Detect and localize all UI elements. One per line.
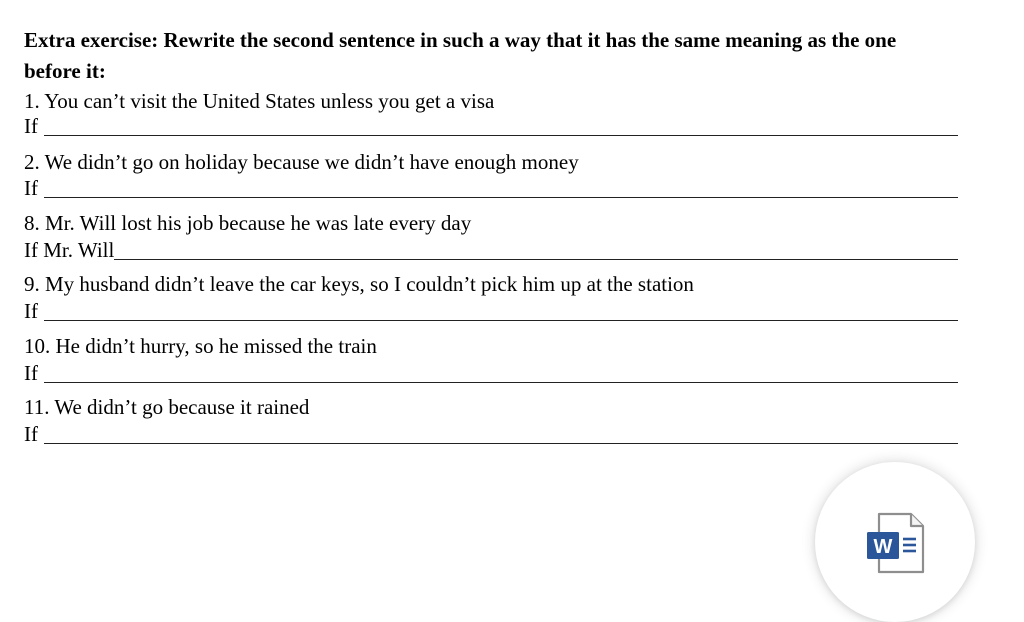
answer-line-1[interactable]: [24, 113, 958, 139]
word-document-icon: [861, 508, 931, 578]
answer-prefix: If: [24, 114, 38, 138]
answer-prefix: If: [24, 176, 38, 200]
question-9: 9. My husband didn’t leave the car keys, so I couldn’t pick him up at the station: [24, 272, 694, 296]
answer-line-2[interactable]: [24, 175, 958, 201]
question-8: 8. Mr. Will lost his job because he was late every day: [24, 211, 472, 235]
question-2: 2. We didn’t go on holiday because we didn’t have enough money: [24, 150, 579, 174]
answer-blank: [44, 135, 958, 136]
answer-line-11[interactable]: [24, 421, 958, 447]
answer-line-8[interactable]: [24, 237, 958, 263]
answer-blank: [44, 320, 958, 321]
question-11: 11. We didn’t go because it rained: [24, 395, 310, 419]
answer-blank: [44, 197, 958, 198]
answer-prefix: If: [24, 361, 38, 385]
answer-prefix: If: [24, 299, 38, 323]
answer-prefix: If Mr. Will: [24, 238, 115, 262]
answer-line-10[interactable]: [24, 360, 958, 386]
question-1: 1. You can’t visit the United States unless you get a visa: [24, 89, 495, 113]
answer-blank: [114, 259, 958, 260]
answer-line-9[interactable]: [24, 298, 958, 324]
answer-blank: [44, 382, 958, 383]
answer-prefix: If: [24, 422, 38, 446]
open-in-word-button[interactable]: [815, 462, 975, 622]
answer-blank: [44, 443, 958, 444]
svg-text:W: W: [873, 536, 893, 558]
exercise-heading: Extra exercise: Rewrite the second sentence in such a way that it has the same meaning as the one before it:: [24, 28, 897, 83]
question-10: 10. He didn’t hurry, so he missed the train: [24, 334, 377, 358]
